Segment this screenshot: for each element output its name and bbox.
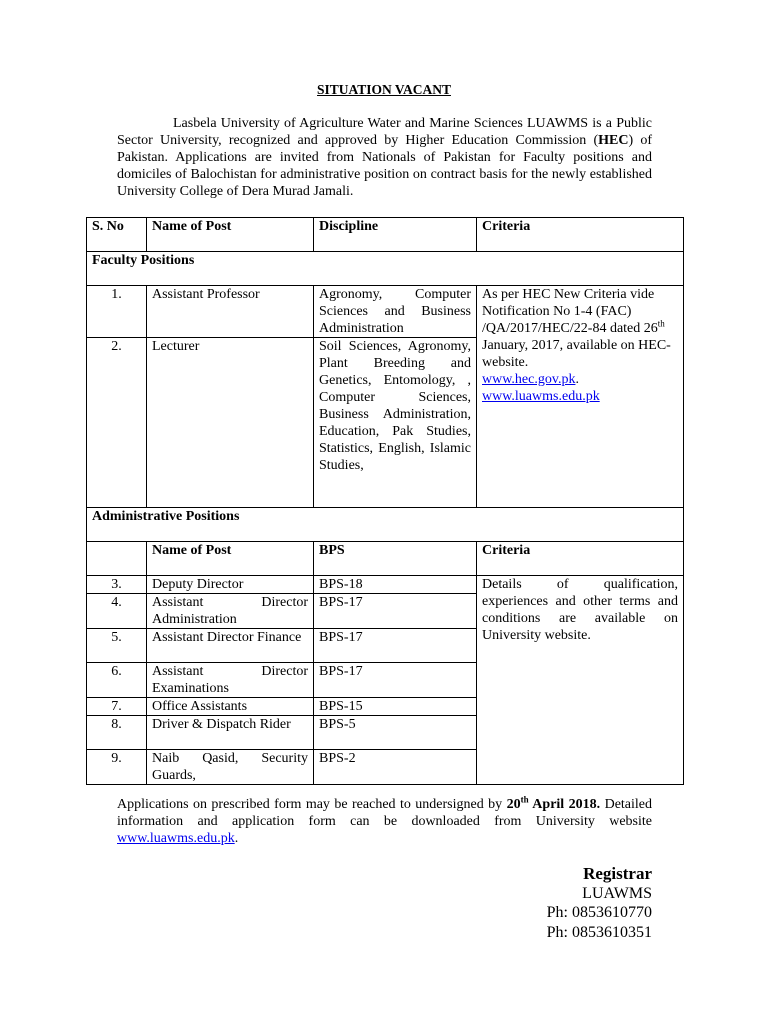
luawms-website-link[interactable]: www.luawms.edu.pk bbox=[482, 389, 600, 404]
faculty-criteria-cell bbox=[477, 286, 684, 508]
header-name: Name of Post bbox=[147, 218, 314, 252]
table-header-row bbox=[87, 218, 684, 252]
faculty-section-row bbox=[87, 252, 684, 286]
row-post: Deputy Director bbox=[147, 576, 314, 594]
admin-section-row bbox=[87, 508, 684, 542]
row-post: Office Assistants bbox=[147, 698, 314, 716]
table-row bbox=[87, 286, 684, 338]
faculty-criteria-text-2: January, 2017, available on HEC-website. bbox=[482, 338, 671, 370]
deadline-rest: April 2018. bbox=[528, 797, 601, 812]
admin-header-row bbox=[87, 542, 684, 576]
faculty-section-label: Faculty Positions bbox=[87, 252, 684, 286]
row-sno: 4. bbox=[87, 594, 147, 629]
header-criteria: Criteria bbox=[477, 218, 684, 252]
footer-text-1: Applications on prescribed form may be reached to undersigned by bbox=[117, 797, 507, 812]
row-sno: 3. bbox=[87, 576, 147, 594]
intro-text-2: ) of Pakistan. Applications are invited from Nationals of Pakistan for Faculty positions and domiciles of Balochistan for administrative position on contract basis for the newly established University College of Dera Murad Jamali. bbox=[117, 133, 652, 199]
header-sno: S. No bbox=[87, 218, 147, 252]
row-bps: BPS-18 bbox=[314, 576, 477, 594]
row-sno: 2. bbox=[87, 338, 147, 508]
hec-website-link[interactable]: www.hec.gov.pk bbox=[482, 372, 576, 387]
footer-end: . bbox=[234, 831, 239, 846]
row-sno: 8. bbox=[87, 716, 147, 750]
row-bps: BPS-17 bbox=[314, 629, 477, 663]
footer-website-link[interactable]: www.luawms.edu.pk bbox=[117, 831, 235, 846]
admin-header-criteria: Criteria bbox=[477, 542, 684, 576]
header-discipline: Discipline bbox=[314, 218, 477, 252]
document-title: SITUATION VACANT bbox=[317, 82, 451, 97]
row-bps: BPS-17 bbox=[314, 594, 477, 629]
admin-header-bps: BPS bbox=[314, 542, 477, 576]
row-bps: BPS-17 bbox=[314, 663, 477, 698]
row-discipline: Agronomy, Computer Sciences and Business Administration bbox=[314, 286, 477, 338]
table-row bbox=[87, 576, 684, 594]
row-sno: 9. bbox=[87, 750, 147, 785]
row-post-text: Assistant Director Administration bbox=[152, 595, 308, 627]
row-sno: 7. bbox=[87, 698, 147, 716]
faculty-criteria-text-1: As per HEC New Criteria vide Notification No 1-4 (FAC) /QA/2017/HEC/22-84 dated 26 bbox=[482, 287, 658, 336]
row-bps: BPS-2 bbox=[314, 750, 477, 785]
vacancy-table bbox=[86, 217, 684, 785]
faculty-criteria-sup: th bbox=[657, 318, 665, 329]
intro-text-1: Lasbela University of Agriculture Water and Marine Sciences LUAWMS is a Public Sector University, recognized and approved by Higher Education Commission ( bbox=[117, 116, 652, 148]
row-bps: BPS-15 bbox=[314, 698, 477, 716]
intro-paragraph bbox=[117, 115, 652, 200]
link-suffix: . bbox=[575, 372, 579, 387]
row-post: Lecturer bbox=[147, 338, 314, 508]
row-post: Assistant Professor bbox=[147, 286, 314, 338]
admin-section-label: Administrative Positions bbox=[87, 508, 684, 542]
row-post bbox=[147, 594, 314, 629]
row-discipline: Soil Sciences, Agronomy, Plant Breeding and Genetics, Entomology, , Computer Sciences, Business Administration, Education, Pak Studies, Statistics, English, Islamic Studies, bbox=[314, 338, 477, 508]
row-bps: BPS-5 bbox=[314, 716, 477, 750]
intro-hec: HEC bbox=[598, 133, 629, 148]
signature-block bbox=[547, 864, 652, 942]
row-post: Assistant Director Examinations bbox=[147, 663, 314, 698]
row-sno: 1. bbox=[87, 286, 147, 338]
admin-criteria-cell: Details of qualification, experiences and other terms and conditions are available on University website. bbox=[477, 576, 684, 785]
signature-org: LUAWMS bbox=[582, 884, 652, 902]
deadline-sup: th bbox=[520, 794, 529, 805]
signature-title: Registrar bbox=[583, 864, 652, 883]
footer-text-2: Detailed information and application form can be downloaded from University website bbox=[117, 797, 653, 829]
admin-header-sno bbox=[87, 542, 147, 576]
footer-paragraph bbox=[117, 796, 652, 847]
row-post: Driver & Dispatch Rider bbox=[147, 716, 314, 750]
deadline-day: 20 bbox=[506, 797, 521, 812]
signature-phone-1: Ph: 0853610770 bbox=[546, 904, 652, 921]
deadline-date bbox=[506, 794, 601, 812]
row-sno: 5. bbox=[87, 629, 147, 663]
row-post: Assistant Director Finance bbox=[147, 629, 314, 663]
row-post: Naib Qasid, Security Guards, bbox=[147, 750, 314, 785]
admin-header-name: Name of Post bbox=[147, 542, 314, 576]
row-sno: 6. bbox=[87, 663, 147, 698]
signature-phone-2: Ph: 0853610351 bbox=[546, 923, 652, 941]
